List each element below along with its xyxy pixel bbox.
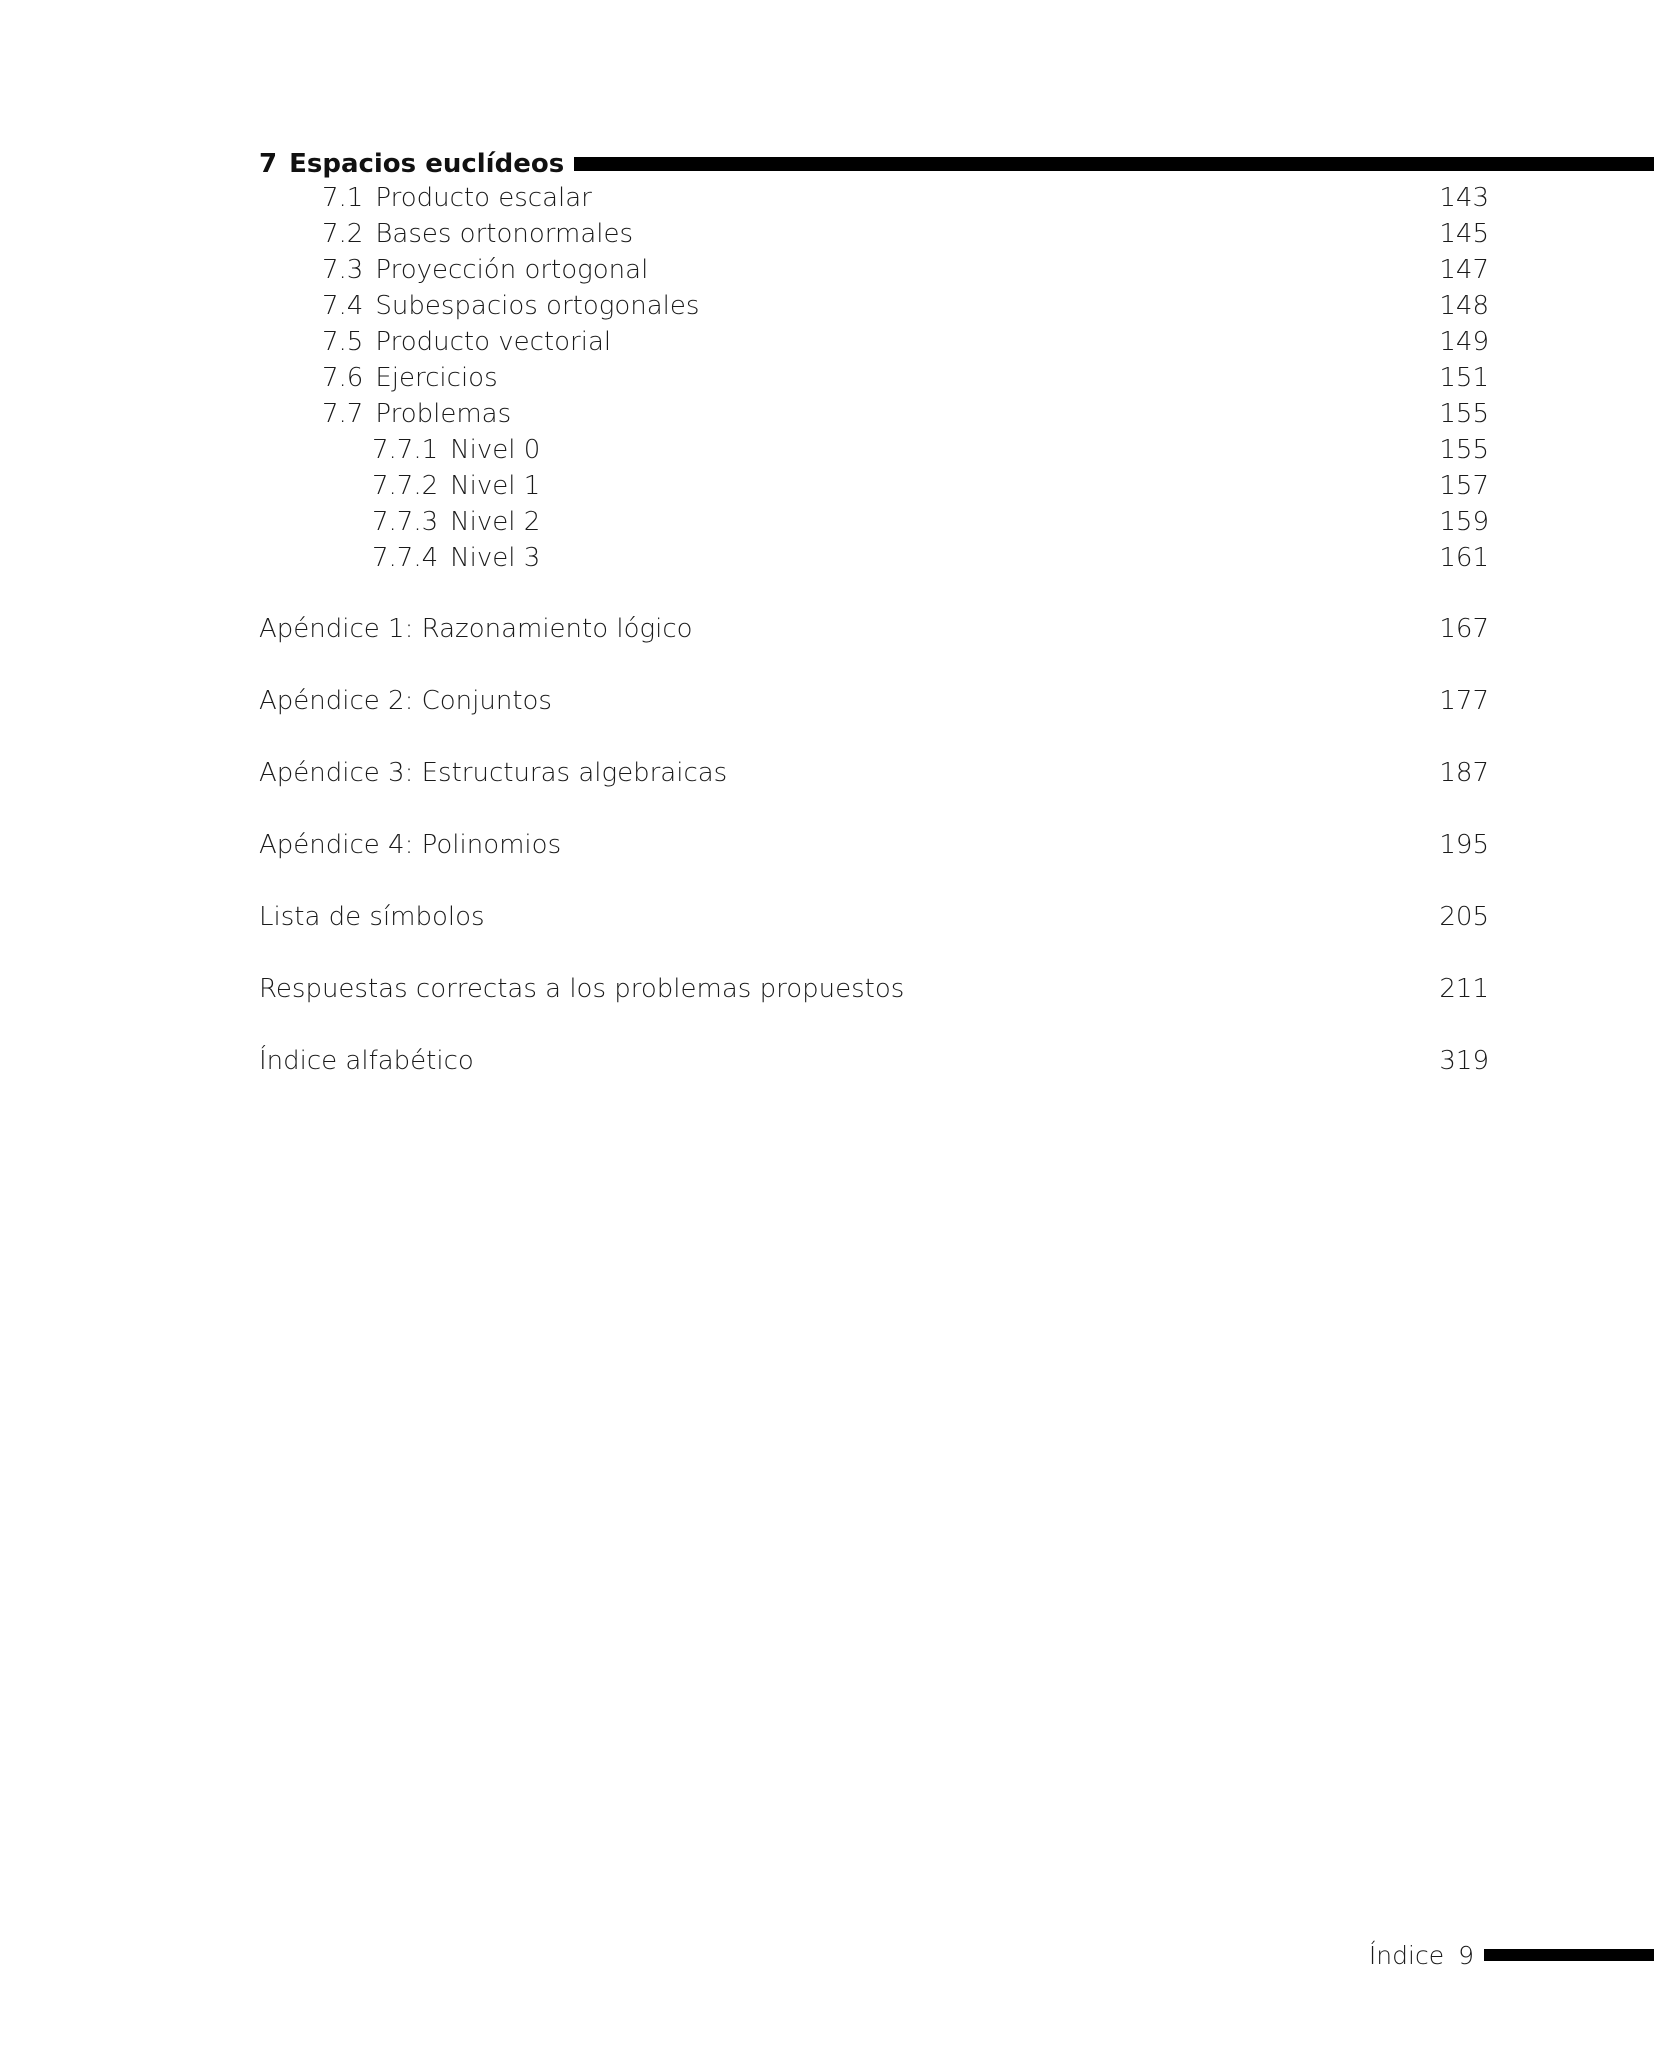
section-title: Problemas (375, 399, 512, 429)
page-number: 145 (1439, 219, 1489, 249)
toc-entry-section (259, 324, 1489, 360)
subsection-number: 7.7.2 (372, 471, 439, 501)
page-number: 161 (1439, 543, 1489, 573)
toc-entry-appendix (259, 827, 1489, 863)
subsection-title: Nivel 0 (450, 435, 541, 465)
page-number: 319 (1439, 1046, 1489, 1076)
toc-entry-section (259, 180, 1489, 216)
appendix-title: Apéndice 3: Estructuras algebraicas (259, 758, 728, 788)
toc-entry-appendix (259, 611, 1489, 647)
subsection-title: Nivel 3 (450, 543, 541, 573)
toc-entry-subsection (259, 468, 1489, 504)
section-number: 7.4 (322, 291, 364, 321)
page-number: 177 (1439, 686, 1489, 716)
section-title: Subespacios ortogonales (375, 291, 700, 321)
section-title: Producto vectorial (375, 327, 612, 357)
page-number: 195 (1439, 830, 1489, 860)
page-number: 148 (1439, 291, 1489, 321)
toc-entry-section (259, 216, 1489, 252)
page-number: 159 (1439, 507, 1489, 537)
section-number: 7.3 (322, 255, 364, 285)
toc-entry-subsection (259, 504, 1489, 540)
page-number: 205 (1439, 902, 1489, 932)
page-number: 187 (1439, 758, 1489, 788)
subsection-number: 7.7.1 (372, 435, 439, 465)
page-footer (1369, 1935, 1654, 1975)
section-number: 7.2 (322, 219, 364, 249)
appendix-title: Apéndice 1: Razonamiento lógico (259, 614, 693, 644)
entry-title: Lista de símbolos (259, 902, 485, 932)
page-number: 143 (1439, 183, 1489, 213)
section-title: Producto escalar (375, 183, 592, 213)
toc-entry-appendix (259, 755, 1489, 791)
page-number: 167 (1439, 614, 1489, 644)
subsection-number: 7.7.4 (372, 543, 439, 573)
page-number: 151 (1439, 363, 1489, 393)
chapter-heading (259, 145, 1654, 183)
toc-entry-section (259, 252, 1489, 288)
subsection-title: Nivel 1 (450, 471, 541, 501)
toc-entry-section (259, 360, 1489, 396)
table-of-contents (259, 180, 1489, 1079)
chapter-number: 7 (259, 149, 278, 179)
toc-entry-appendix (259, 683, 1489, 719)
chapter-rule-bar (574, 157, 1654, 171)
page-number: 147 (1439, 255, 1489, 285)
page-number: 157 (1439, 471, 1489, 501)
toc-entry-index (259, 1043, 1489, 1079)
section-title: Bases ortonormales (375, 219, 634, 249)
section-number: 7.1 (322, 183, 364, 213)
footer-rule-bar (1484, 1949, 1654, 1961)
page-number: 155 (1439, 435, 1489, 465)
entry-title: Respuestas correctas a los problemas propuestos (259, 974, 905, 1004)
section-number: 7.7 (322, 399, 364, 429)
toc-entry-answers (259, 971, 1489, 1007)
page-number: 149 (1439, 327, 1489, 357)
section-title: Ejercicios (375, 363, 498, 393)
toc-entry-subsection (259, 432, 1489, 468)
toc-entry-subsection (259, 540, 1489, 576)
toc-entry-section (259, 396, 1489, 432)
section-title: Proyección ortogonal (375, 255, 649, 285)
page-number: 211 (1439, 974, 1489, 1004)
section-number: 7.6 (322, 363, 364, 393)
footer-page-number: 9 (1458, 1940, 1474, 1970)
page-number: 155 (1439, 399, 1489, 429)
subsection-title: Nivel 2 (450, 507, 541, 537)
appendix-title: Apéndice 4: Polinomios (259, 830, 562, 860)
running-footer-label: Índice (1368, 1940, 1445, 1970)
chapter-title: Espacios euclídeos (289, 149, 565, 179)
toc-entry-section (259, 288, 1489, 324)
section-number: 7.5 (322, 327, 364, 357)
subsection-number: 7.7.3 (372, 507, 439, 537)
entry-title: Índice alfabético (259, 1046, 474, 1076)
toc-entry-symbol-list (259, 899, 1489, 935)
appendix-title: Apéndice 2: Conjuntos (259, 686, 552, 716)
